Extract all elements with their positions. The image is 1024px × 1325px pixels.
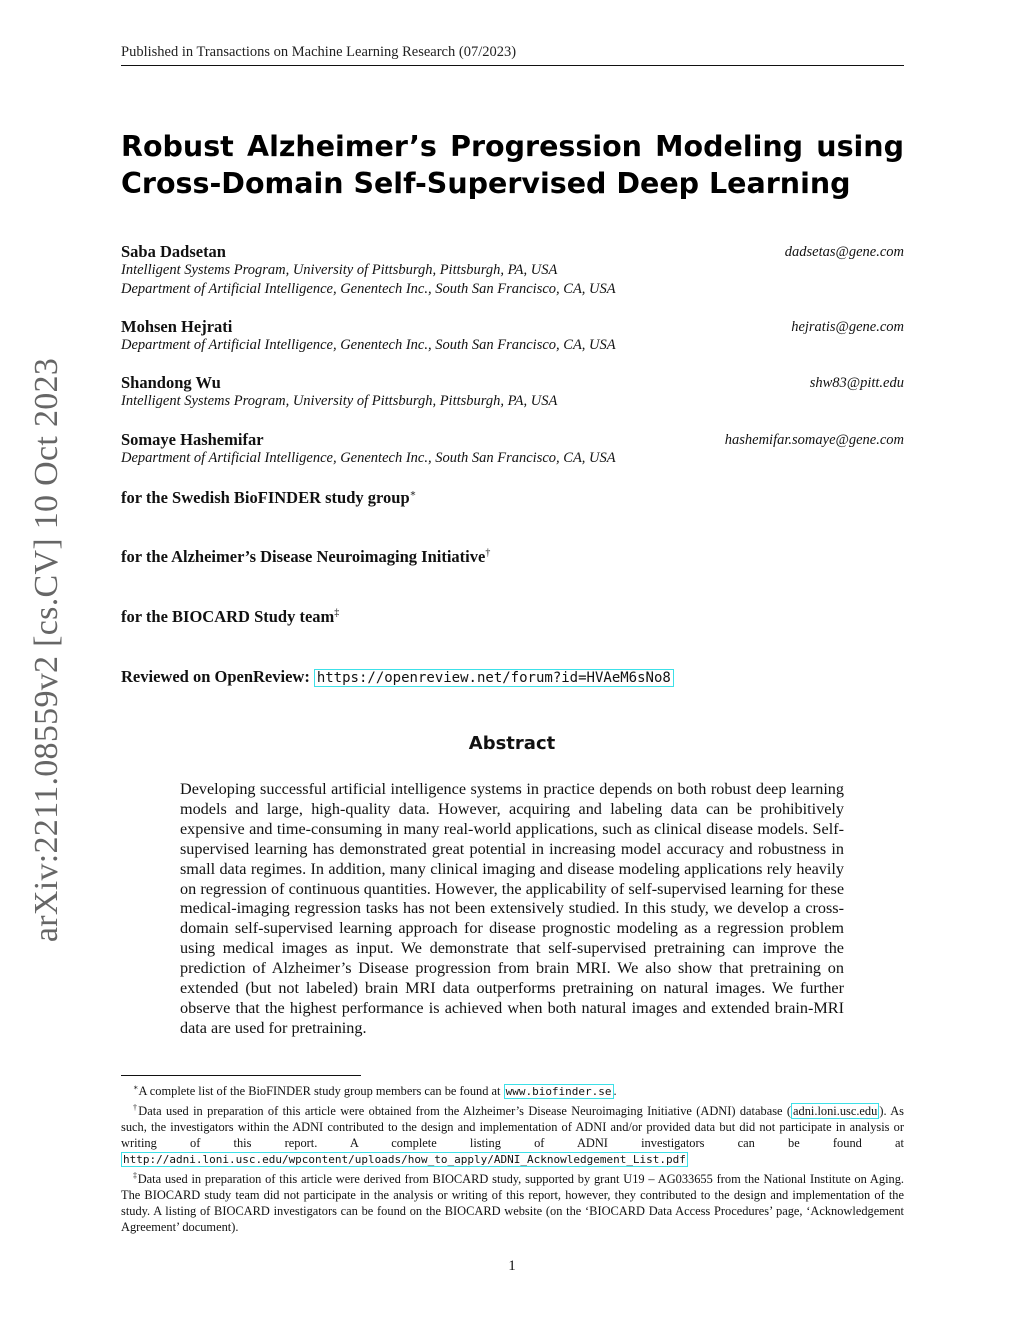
footnote-mark: ∗ (133, 1083, 139, 1092)
openreview-line (121, 667, 674, 687)
author-name: Saba Dadsetan (121, 242, 226, 261)
footnote-mark: ‡ (133, 1171, 138, 1181)
author-affiliation: Department of Artificial Intelligence, Genentech Inc., South San Francisco, CA, USA (121, 450, 616, 466)
author-email[interactable]: hejratis@gene.com (791, 319, 904, 335)
footnote-mark: † (133, 1103, 139, 1113)
publication-line: Published in Transactions on Machine Learning Research (07/2023) (121, 44, 517, 60)
footnote-mark[interactable]: ‡ (334, 607, 340, 619)
arxiv-stamp: arXiv:2211.08559v2 [cs.CV] 10 Oct 2023 (28, 357, 65, 943)
paper-title: Robust Alzheimer’s Progression Modeling using Cross-Domain Self-Supervised Deep Learning (121, 130, 904, 200)
page-number: 1 (508, 1258, 516, 1274)
biofinder-link[interactable]: www.biofinder.se (505, 1085, 612, 1099)
header-rule (121, 65, 904, 66)
footnote-biocard (121, 1168, 904, 1235)
study-group (121, 547, 490, 567)
study-group (121, 488, 416, 508)
footnote-biofinder (121, 1080, 904, 1100)
footnote-text: ). As such, the investigators within the ADNI contributed to the design and implementation of ADNI and/or provided data but did not participate in analysis or writing of this report. A complete listing of ADNI investigators can be found at (121, 1104, 905, 1151)
footnote-text: Data used in preparation of this article were obtained from the Alzheimer’s Disease Neuroimaging Initiative (ADNI) database ( (138, 1104, 792, 1119)
author-affiliation: Intelligent Systems Program, University of Pittsburgh, Pittsburgh, PA, USA (121, 393, 558, 409)
author-affiliation: Department of Artificial Intelligence, Genentech Inc., South San Francisco, CA, USA (121, 337, 616, 353)
study-group-label: for the Swedish BioFINDER study group (121, 488, 410, 507)
author-email[interactable]: dadsetas@gene.com (784, 244, 904, 260)
author-email[interactable]: shw83@pitt.edu (809, 375, 904, 391)
footnote-text: A complete list of the BioFINDER study group members can be found at (138, 1084, 501, 1099)
study-group-label: for the Alzheimer’s Disease Neuroimaging Initiative (121, 547, 486, 566)
footnote-text: Data used in preparation of this article were derived from BIOCARD study, supported by grant U19 – AG033655 from the National Institute on Aging. The BIOCARD study team did not participate in the analysis or writing of this report, however, they contributed to the design and implementation of the study. A listing of BIOCARD investigators can be found on the BIOCARD website (on the ‘BIOCARD Data Access Procedures’ page, ‘Acknowledgement Agreement’ document). (121, 1172, 905, 1235)
adni-link[interactable]: adni.loni.usc.edu (793, 1104, 878, 1119)
author-email[interactable]: hashemifar.somaye@gene.com (724, 432, 904, 448)
author-name: Mohsen Hejrati (121, 317, 233, 336)
author-name: Shandong Wu (121, 373, 221, 392)
footnote-mark[interactable]: † (485, 547, 491, 559)
footnote-rule (121, 1075, 361, 1076)
adni-acknowledgement-link[interactable]: http://adni.loni.usc.edu/wpcontent/uploads/how_to_apply/ADNI_Acknowledgement_List.pdf (123, 1153, 686, 1167)
abstract-heading: Abstract (468, 733, 556, 754)
openreview-label: Reviewed on OpenReview: (121, 667, 310, 686)
footnotes (121, 1080, 904, 1235)
study-group-label: for the BIOCARD Study team (121, 607, 335, 626)
author-affiliation: Department of Artificial Intelligence, Genentech Inc., South San Francisco, CA, USA (121, 281, 616, 297)
footnote-mark[interactable]: ∗ (409, 488, 417, 500)
study-group (121, 607, 339, 627)
footnote-adni (121, 1100, 904, 1168)
openreview-link[interactable]: https://openreview.net/forum?id=HVAeM6sNo8 (314, 669, 674, 687)
author-name: Somaye Hashemifar (121, 430, 264, 449)
footnote-text: . (613, 1084, 617, 1099)
author-affiliation: Intelligent Systems Program, University of Pittsburgh, Pittsburgh, PA, USA (121, 262, 558, 278)
abstract-text: Developing successful artificial intelligence systems in practice depends on both robust deep learning models and large, high-quality data. However, acquiring and labeling data can be prohibitively expensive and time-consuming in many real-world applications, such as clinical disease models. Self-supervised learning has demonstrated great potential in increasing model accuracy and robustness in small data regimes. In addition, many clinical imaging and disease modeling applications rely heavily on regression of continuous quantities. However, the applicability of self-supervised learning for these medical-imaging regression tasks has not been extensively studied. In this study, we develop a cross-domain self-supervised learning approach for disease prognostic modeling as a regression problem using medical images as input. We demonstrate that self-supervised pretraining can improve the prediction of Alzheimer’s Disease progression from brain MRI. We also show that pretraining on extended (but not labeled) brain MRI data outperforms pretraining on natural images. We further observe that the highest performance is achieved when both natural images and extended brain-MRI data are used for pretraining. (180, 780, 844, 1037)
